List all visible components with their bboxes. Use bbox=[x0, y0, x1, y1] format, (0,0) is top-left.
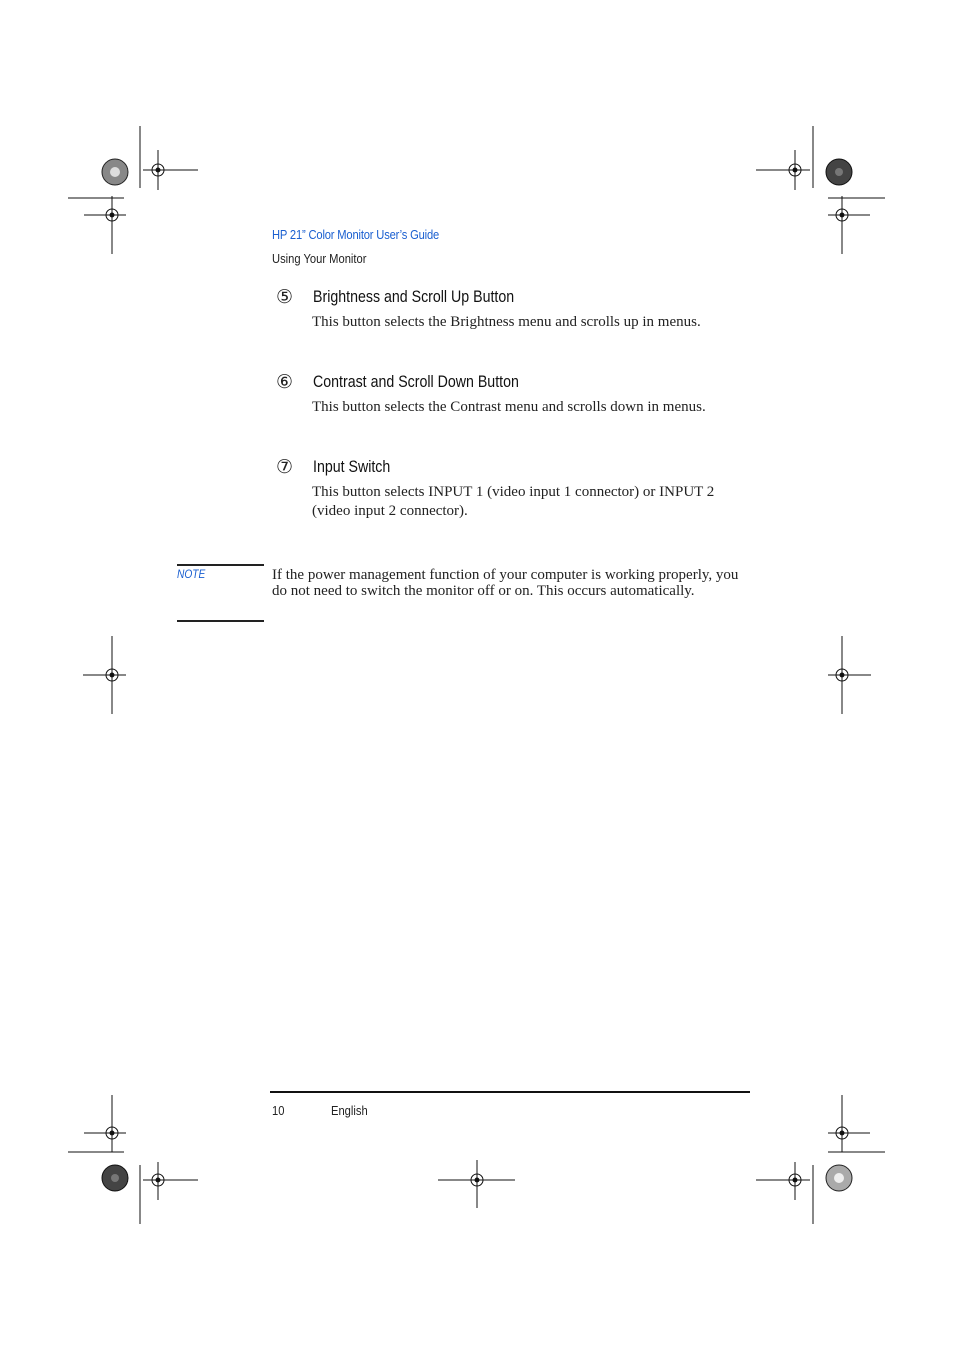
footer-rule bbox=[270, 1091, 750, 1093]
item-number-7: ⑦ bbox=[276, 456, 294, 478]
footer-language: English bbox=[331, 1103, 368, 1118]
note-label: NOTE bbox=[177, 567, 206, 581]
section-subtitle: Using Your Monitor bbox=[272, 251, 367, 266]
item-heading-brightness: Brightness and Scroll Up Button bbox=[313, 288, 515, 306]
item-heading-contrast: Contrast and Scroll Down Button bbox=[313, 373, 519, 391]
item-body-brightness: This button selects the Brightness menu and scrolls up in menus. bbox=[312, 314, 701, 330]
item-heading-input-switch: Input Switch bbox=[313, 458, 391, 476]
note-top-rule bbox=[177, 564, 264, 566]
item-number-6: ⑥ bbox=[276, 371, 294, 393]
item-number-5: ⑤ bbox=[276, 286, 294, 308]
document-title: HP 21” Color Monitor User’s Guide bbox=[272, 227, 440, 242]
item-body-contrast: This button selects the Contrast menu and scrolls down in menus. bbox=[312, 399, 706, 415]
item-body-input-switch: This button selects INPUT 1 (video input 1 connector) or INPUT 2 (video input 2 connector). bbox=[312, 484, 715, 519]
note-text: If the power management function of your computer is working properly, you do not need to switch the monitor off or on. This occurs automatically. bbox=[272, 567, 739, 599]
note-bottom-rule bbox=[177, 620, 264, 622]
page-number: 10 bbox=[272, 1103, 285, 1118]
